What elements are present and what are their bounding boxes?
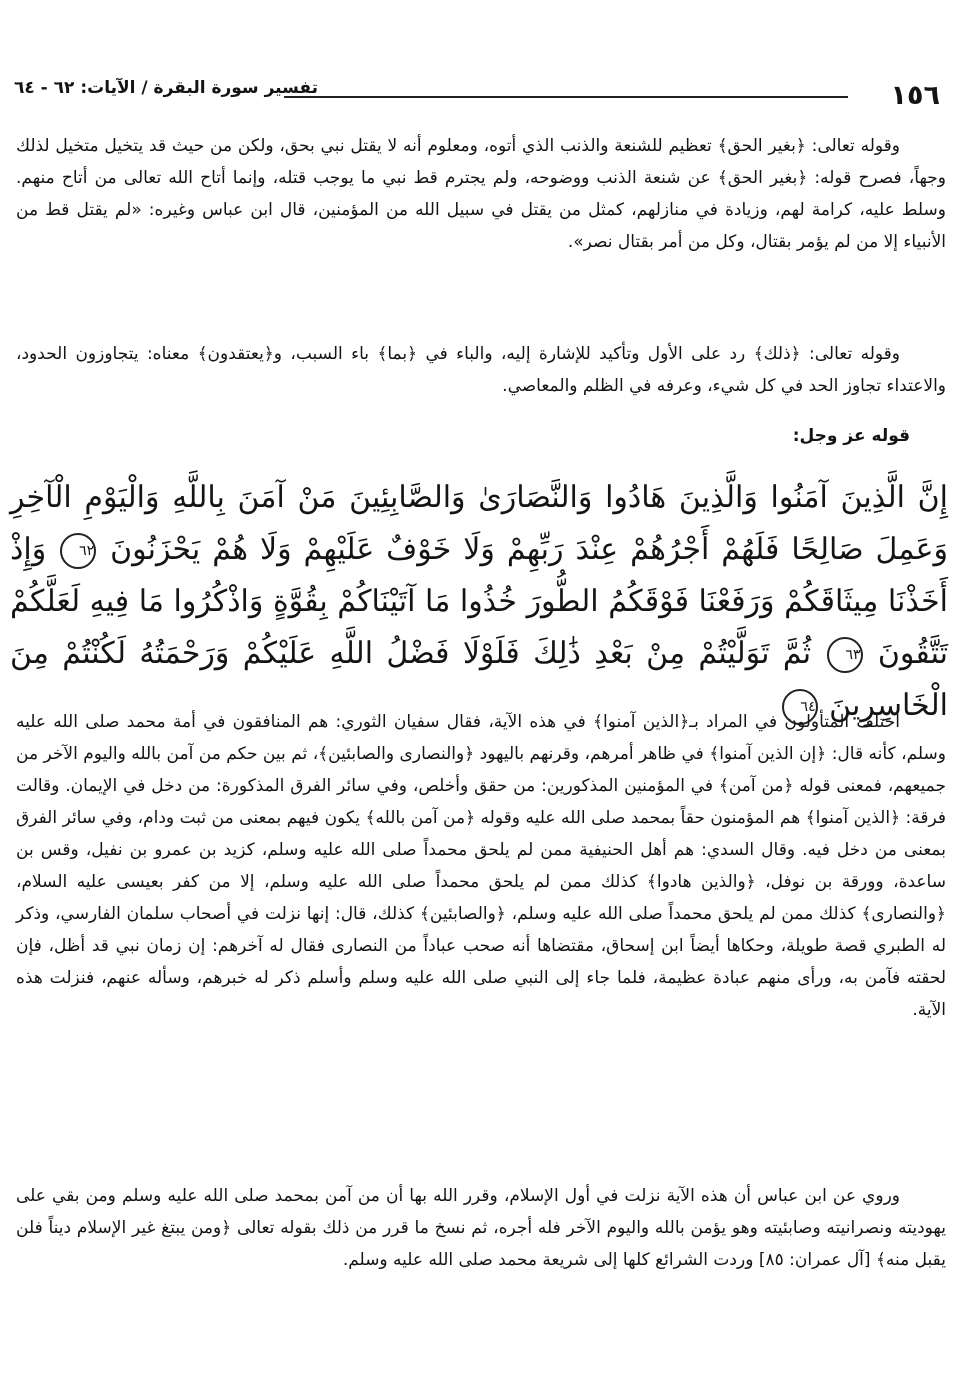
quran-verse-62: إِنَّ الَّذِينَ آمَنُوا وَالَّذِينَ هَادُوا وَالنَّصَارَىٰ وَالصَّابِئِينَ مَنْ آمَنَ بِاللَّهِ وَالْيَوْمِ الْآخِرِ وَعَمِلَ صَالِحًا فَلَهُمْ أَجْرُهُمْ عِنْدَ رَبِّهِمْ وَلَا خَوْفٌ عَلَيْهِمْ وَلَا هُمْ يَحْزَنُونَ: [10, 480, 948, 567]
running-title: تفسير سورة البقرة / الآيات: ٦٢ - ٦٤: [14, 78, 318, 98]
commentary-paragraph-4: وروي عن ابن عباس أن هذه الآية نزلت في أول الإسلام، وقرر الله بها أن من آمن بمحمد صلى الله عليه وسلم ومن بقي على يهوديته ونصرانيته وصابئيته وهو يؤمن بالله واليوم الآخر فله أجره، ثم نسخ ما قرر من ذلك بقوله تعالى ﴿ومن يبتغ غير الإسلام ديناً فلن يقبل منه﴾ [آل عمران: ٨٥] وردت الشرائع كلها إلى شريعة محمد صلى الله عليه وسلم.: [16, 1186, 946, 1270]
quran-verses: [10, 472, 948, 732]
quran-verse-64: ثُمَّ تَوَلَّيْتُمْ مِنْ بَعْدِ ذَٰلِكَ فَلَوْلَا فَضْلُ اللَّهِ عَلَيْكُمْ وَرَحْمَتُهُ لَكُنْتُمْ مِنَ الْخَاسِرِينَ: [10, 636, 948, 723]
quran-verse-63: وَإِذْ أَخَذْنَا مِيثَاقَكُمْ وَرَفَعْنَا فَوْقَكُمُ الطُّورَ خُذُوا مَا آتَيْنَاكُمْ بِقُوَّةٍ وَاذْكُرُوا مَا فِيهِ لَعَلَّكُمْ تَتَّقُونَ: [10, 532, 948, 671]
verse-number-marker: ٦٢: [60, 533, 96, 569]
page-header: [14, 78, 940, 114]
header-rule: [284, 96, 848, 98]
commentary-paragraph-1: وقوله تعالى: ﴿بغير الحق﴾ تعظيم للشنعة والذنب الذي أتوه، ومعلوم أنه لا يقتل نبي بحق، ولكن من حيث قد يتخيل متخيل لذلك وجهاً، فصرح قوله: ﴿بغير الحق﴾ عن شنعة الذنب ووضوحه، ولم يجترم قط نبي ما يوجب قتله، وإنما أتاح الله تعالى من أتاح منهم. وسلط عليه، كرامة لهم، وزيادة في منازلهم، كمثل من يقتل في سبيل الله من المؤمنين، قال ابن عباس وغيره: «لم يقتل قط من الأنبياء إلا من لم يؤمر بقتال، وكل من أمر بقتال نصر».: [16, 136, 946, 252]
commentary-paragraph-2: وقوله تعالى: ﴿ذلك﴾ رد على الأول وتأكيد للإشارة إليه، والباء في ﴿بما﴾ باء السبب، و﴿يعتقدون﴾ معناه: يتجاوزون الحدود، والاعتداء تجاوز الحد في كل شيء، وعرفه في الظلم والمعاصي.: [16, 344, 946, 396]
commentary-paragraph-3: اختلف المتأولون في المراد بـ﴿الذين آمنوا﴾ في هذه الآية، فقال سفيان الثوري: هم المنافقون في أمة محمد صلى الله عليه وسلم، كأنه قال: ﴿إن الذين آمنوا﴾ في ظاهر أمرهم، وقرنهم باليهود ﴿والنصارى والصابئين﴾، ثم بين حكم من آمن بالله واليوم الآخر من جميعهم، فمعنى قوله ﴿من آمن﴾ في المؤمنين المذكورين: من حقق وأخلص، وفي سائر الفرق المذكورة: من دخل في الإيمان. وقالت فرقة: ﴿الذين آمنوا﴾ هم المؤمنون حقاً بمحمد صلى الله عليه وقوله ﴿من آمن بالله﴾ يكون فيهم بمعنى من ثبت ودام، وفي سائر الفرق بمعنى من دخل فيه. وقال السدي: هم أهل الحنيفية ممن لم يلحق محمداً صلى الله عليه وسلم، كزيد بن عمرو بن نفيل، وقس بن ساعدة، وورقة بن نوفل، ﴿والذين هادوا﴾ كذلك ممن لم يلحق محمداً صلى الله عليه وسلم، إلا من كفر بعيسى عليه السلام، ﴿والنصارى﴾ كذلك ممن لم يلحق محمداً صلى الله عليه وسلم، ﴿والصابئين﴾ كذلك، قال: إنها نزلت في أصحاب سلمان الفارسي، وذكر له الطبري قصة طويلة، وحكاها أيضاً ابن إسحاق، مقتضاها أنه صحب عباداً من النصارى فقال له آخرهم: إن زمان نبي قد أظل، فإن لحقته فآمن به، ورأى منهم عبادة عظيمة، فلما جاء إلى النبي صلى الله عليه وسلم وأسلم ذكر له خبرهم، وسأله عنهم، فنزلت هذه الآية.: [16, 712, 946, 1020]
verse-number-marker: ٦٤: [782, 689, 818, 725]
page-number: ١٥٦: [890, 80, 940, 111]
verse-intro: قوله عز وجل:: [792, 426, 910, 446]
verse-number-marker: ٦٣: [827, 637, 863, 673]
